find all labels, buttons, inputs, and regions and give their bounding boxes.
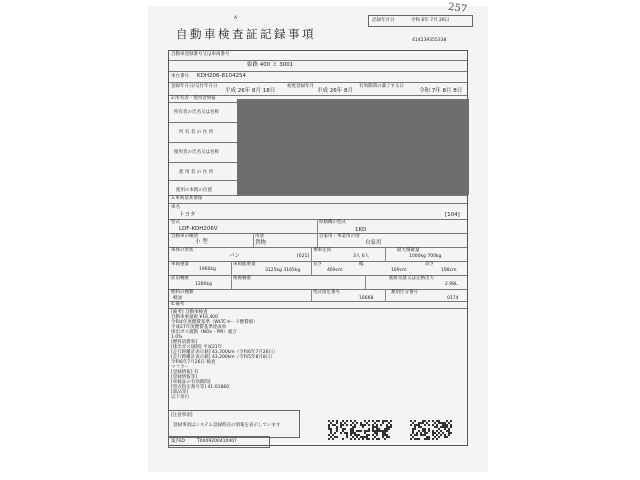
- expiry-label: 有効期間の満了する日: [359, 84, 404, 89]
- front-axle-label: 前前軸重: [171, 276, 189, 281]
- issue-date-box: [368, 15, 473, 27]
- id-box: [168, 436, 270, 448]
- shape-code: [021]: [297, 254, 310, 259]
- car-name-value: トヨタ: [179, 212, 196, 218]
- redacted-owner-info: [237, 99, 469, 195]
- car-name-label: 車名: [171, 205, 180, 210]
- height-value: 198cm: [441, 268, 457, 273]
- notice-title: [注意事項]: [171, 413, 193, 418]
- remarks-line: 排出ガス規制（NOx・PM）適合: [171, 330, 237, 335]
- document-number: 414239355338: [412, 38, 447, 43]
- chassis-value: KDH206-8104254: [197, 73, 246, 79]
- type-label: 自動車の種別: [171, 234, 198, 239]
- owner-section-title: 2.所有者・使用者情報: [171, 96, 216, 101]
- width-value: 169cm: [391, 268, 407, 273]
- remarks-line: 令和4年度燃費基準（WLTCモード燃費値）: [171, 320, 258, 325]
- fuel-value: 軽油: [173, 296, 182, 301]
- remarks-line: [型式指定番号等] 41-01860: [171, 385, 230, 390]
- remarks-line: [登録情報] 有: [171, 370, 199, 375]
- rear-axle-label: 後後軸重: [233, 276, 251, 281]
- remarks-line: 平成27年度燃費基準達成車: [171, 325, 227, 330]
- width-label: 幅: [359, 262, 364, 267]
- front-axle-value: 1280kg: [195, 282, 212, 287]
- type-value: 小 型: [195, 239, 208, 245]
- purpose-value: 自家用: [365, 240, 382, 246]
- remarks-line: 令和6年7月26日 検査: [171, 360, 216, 365]
- gross-value: 3125kg 3165kg: [265, 268, 301, 273]
- remarks-line: [燃料消費率]: [171, 340, 198, 345]
- model-label: 型式: [171, 220, 180, 225]
- issue-date-value: 令和 6年 7月 26日: [411, 18, 450, 23]
- document-page: [148, 1, 488, 472]
- use-value: 貨物: [255, 240, 267, 246]
- notice-box: [168, 410, 300, 438]
- vehicle-section-title: 3.車両基本情報: [171, 196, 203, 201]
- remarks-line: マフラー: [171, 365, 189, 370]
- remarks-line: [走行距離計表示値] 43,200km（令和5年8月8日）: [171, 355, 275, 360]
- weight-label: 車両重量: [171, 262, 189, 267]
- user-name-label: 使用者の氏名又は名称: [174, 150, 219, 155]
- remarks-list: [171, 310, 278, 400]
- designation-value: 16668: [359, 296, 374, 301]
- qr-code-icon: [372, 420, 392, 440]
- car-name-code: [104]: [445, 212, 460, 218]
- qr-code-icon: [410, 420, 430, 440]
- remarks-line: [車検証の有効期間]: [171, 380, 211, 385]
- first-reg-value: 平成 26年 8月 18日: [225, 88, 276, 94]
- record-form: [168, 50, 468, 446]
- issue-date-label: 記録年月日: [372, 18, 395, 23]
- remarks-line: [備考] 自動車検査: [171, 310, 208, 315]
- base-location-label: 使用の本拠の位置: [176, 188, 212, 193]
- max-load-label: 最大積載量: [397, 248, 420, 253]
- category-label: 類別区分番号: [391, 290, 418, 295]
- qr-code-icon: [328, 420, 348, 440]
- first-reg-label: 登録年月日/交付年月日: [171, 84, 218, 89]
- max-load-value: 1000kg 700kg: [409, 254, 442, 259]
- remarks-line: [排出ガス規制] 平成21年: [171, 345, 223, 350]
- use-label: 用途: [255, 234, 264, 239]
- capacity-label: 乗車定員: [313, 248, 331, 253]
- document-title: 自動車検査証記録事項: [176, 27, 316, 41]
- plate-value: 姫路 400 と 3001: [247, 62, 294, 68]
- notice-text: 登録事項はシステム登録時点の情報を表示しています: [173, 423, 281, 428]
- engine-label: 原動機の型式: [319, 220, 346, 225]
- qr-code-icon: [432, 420, 452, 440]
- capacity-value: 3人 6人: [353, 254, 370, 259]
- model-value: LDF-KDH206V: [179, 226, 218, 232]
- remarks-line: 1.0%: [171, 335, 183, 340]
- qr-code-icon: [350, 420, 370, 440]
- fuel-label: 燃料の種類: [171, 290, 194, 295]
- user-address-label: 使 用 者 の 住 所: [179, 170, 214, 175]
- remarks-line: [走行距離計表示値] 43,300km（令和6年7月26日）: [171, 350, 278, 355]
- displacement-label: 総排気量又は定格出力: [389, 276, 434, 281]
- remarks-line: [登録情報等]: [171, 375, 198, 380]
- remarks-line: [部品等]: [171, 390, 189, 395]
- plate-section-label: 自動車登録番号又は車両番号: [171, 52, 230, 57]
- weight-value: 1960kg: [199, 267, 216, 272]
- displacement-value: 2.98L: [445, 282, 458, 287]
- length-label: 長さ: [313, 262, 322, 267]
- remarks-line: 自動車重量税 ¥16,400: [171, 315, 219, 320]
- gross-label: 車両総重量: [233, 262, 256, 267]
- shape-value: バン: [229, 253, 241, 259]
- handwritten-number: 257: [447, 1, 468, 16]
- expiry-value: 令和 7年 8月 8日: [419, 88, 463, 94]
- category-value: 0174: [447, 296, 459, 301]
- chassis-label: 車台番号: [171, 74, 189, 79]
- purpose-label: 自家用・事業用の別: [319, 234, 360, 239]
- id-value: T040920041040?: [197, 439, 237, 444]
- shape-label: 車体の形状: [171, 248, 194, 253]
- id-label: 案内ID: [171, 439, 185, 444]
- length-value: 469cm: [327, 268, 343, 273]
- first-reg-ym-label: 初度登録年月: [287, 84, 314, 89]
- owner-address-label: 所 有 者 の 住 所: [179, 130, 214, 135]
- small-mark: A: [234, 16, 238, 21]
- first-reg-ym-value: 平成 26年 8月: [317, 88, 353, 94]
- designation-label: 型式指定番号: [313, 290, 340, 295]
- remarks-line: 以下余白: [171, 395, 189, 400]
- owner-name-label: 所有者の氏名又は名称: [174, 110, 219, 115]
- height-label: 高さ: [425, 262, 434, 267]
- engine-value: 1KD: [355, 227, 367, 233]
- remarks-title: 4.備考: [171, 302, 185, 307]
